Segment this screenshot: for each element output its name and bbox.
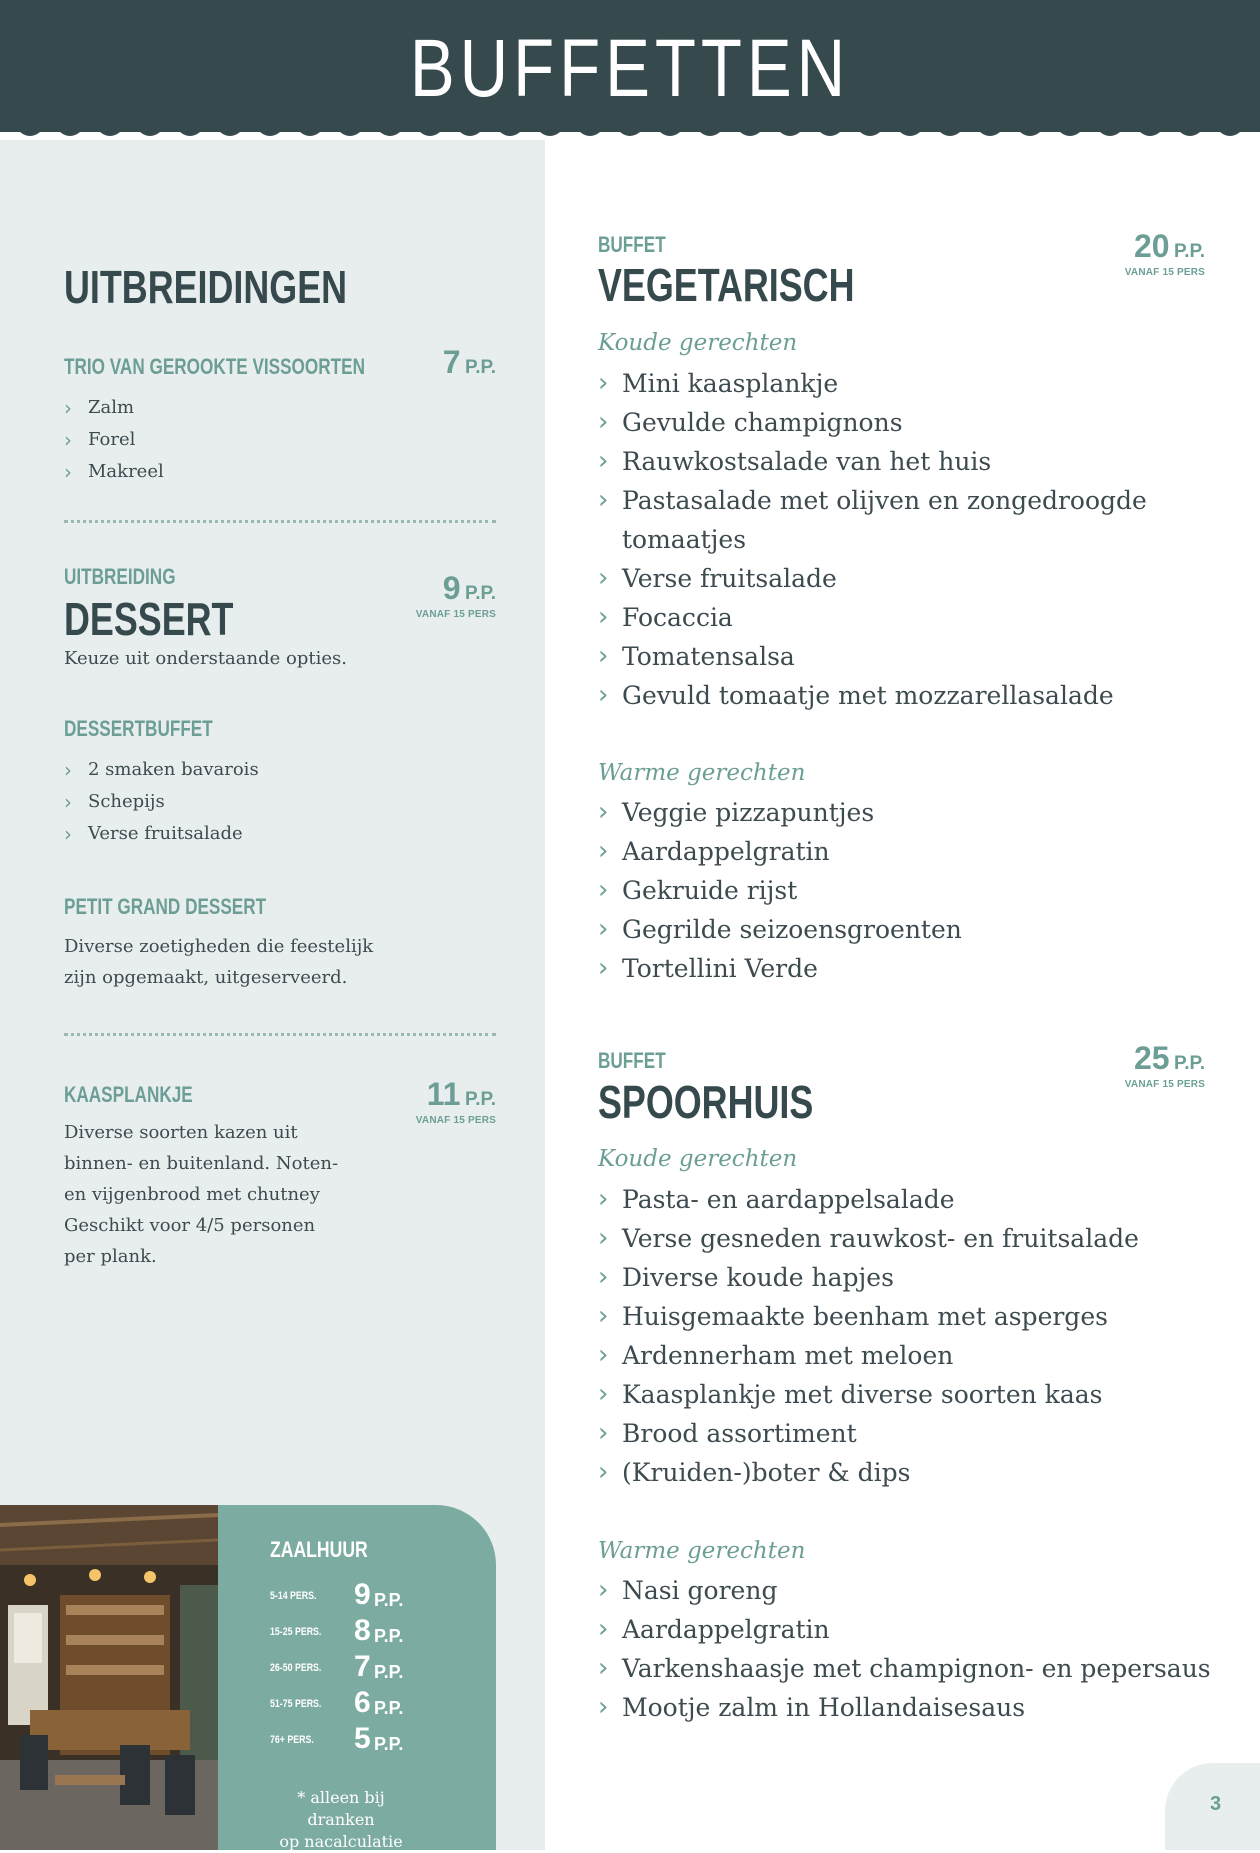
chevron-right-icon: › — [64, 396, 72, 420]
chevron-right-icon: › — [64, 428, 72, 452]
chevron-right-icon: › — [598, 1262, 609, 1292]
chevron-right-icon: › — [598, 602, 609, 632]
list-item: › Tomatensalsa — [598, 637, 1238, 676]
dessert-price: 9 P.P. VANAF 15 PERS — [415, 570, 496, 620]
spoor-cold-list — [598, 1180, 1238, 1492]
veg-cold-label: Koude gerechten — [598, 330, 798, 356]
dessertbuffet-list — [64, 754, 259, 850]
chevron-right-icon: › — [64, 758, 72, 782]
vegetarisch-heading: VEGETARISCH — [598, 259, 855, 311]
list-item: › Veggie pizzapuntjes — [598, 793, 1238, 832]
list-item: › Mootje zalm in Hollandaisesaus — [598, 1688, 1238, 1727]
chevron-right-icon: › — [598, 1575, 609, 1605]
chevron-right-icon: › — [598, 836, 609, 866]
chevron-right-icon: › — [598, 368, 609, 398]
chevron-right-icon: › — [598, 797, 609, 827]
spoor-cold-label: Koude gerechten — [598, 1146, 798, 1172]
list-item: › (Kruiden-)boter & dips — [598, 1453, 1238, 1492]
zaalhuur-row: 26-50 PERS. 7 P.P. — [270, 1650, 404, 1683]
vegetarisch-price: 20 P.P. VANAF 15 PERS — [1124, 228, 1205, 278]
right-column — [545, 140, 1260, 1850]
dessertbuffet-heading: DESSERTBUFFET — [64, 716, 213, 741]
chevron-right-icon: › — [598, 875, 609, 905]
list-item: › Gegrilde seizoensgroenten — [598, 910, 1238, 949]
spoorhuis-price: 25 P.P. VANAF 15 PERS — [1124, 1040, 1205, 1090]
zaalhuur-row: 51-75 PERS. 6 P.P. — [270, 1686, 404, 1719]
chevron-right-icon: › — [598, 1223, 609, 1253]
trio-heading: TRIO VAN GEROOKTE VISSOORTEN — [64, 354, 365, 379]
zaalhuur-row: 76+ PERS. 5 P.P. — [270, 1722, 404, 1755]
petit-text-line-1: Diverse zoetigheden die feestelijk — [64, 936, 374, 957]
chevron-right-icon: › — [598, 407, 609, 437]
list-item: › Pastasalade met olijven en zongedroogde tomaatjes — [598, 481, 1182, 559]
trio-list — [64, 392, 164, 488]
list-item: › Makreel — [64, 456, 164, 488]
kaas-line-3: en vijgenbrood met chutney — [64, 1184, 320, 1205]
dotted-divider — [64, 1033, 496, 1036]
chevron-right-icon: › — [598, 641, 609, 671]
veg-kicker: BUFFET — [598, 232, 666, 257]
list-item: › 2 smaken bavarois — [64, 754, 259, 786]
list-item: › Forel — [64, 424, 164, 456]
spoor-warm-label: Warme gerechten — [598, 1538, 806, 1564]
dessert-kicker: UITBREIDING — [64, 564, 176, 589]
zaalhuur-heading: ZAALHUUR — [270, 1537, 368, 1562]
trio-price: 7 P.P. — [442, 344, 496, 380]
list-item: › Varkenshaasje met champignon- en pepersaus — [598, 1649, 1238, 1688]
kaas-line-4: Geschikt voor 4/5 personen — [64, 1215, 316, 1236]
dessert-intro: Keuze uit onderstaande opties. — [64, 648, 347, 669]
list-item: › Zalm — [64, 392, 164, 424]
veg-cold-list — [598, 364, 1238, 715]
restaurant-interior-photo — [0, 1505, 218, 1850]
chevron-right-icon: › — [598, 1301, 609, 1331]
zaalhuur-note: * alleen bij dranken op nacalculatie — [279, 1788, 403, 1851]
list-item: › Pasta- en aardappelsalade — [598, 1180, 1238, 1219]
chevron-right-icon: › — [598, 1340, 609, 1370]
list-item: › Focaccia — [598, 598, 1238, 637]
list-item: › Diverse koude hapjes — [598, 1258, 1238, 1297]
chevron-right-icon: › — [64, 790, 72, 814]
list-item: › Verse fruitsalade — [598, 559, 1238, 598]
page-number: 3 — [1210, 1793, 1222, 1815]
zaalhuur-row: 5-14 PERS. 9 P.P. — [270, 1578, 404, 1611]
chevron-right-icon: › — [598, 1379, 609, 1409]
list-item: › Verse gesneden rauwkost- en fruitsalade — [598, 1219, 1238, 1258]
chevron-right-icon: › — [598, 953, 609, 983]
dotted-divider — [64, 520, 496, 523]
list-item: › Ardennerham met meloen — [598, 1336, 1238, 1375]
kaasplankje-heading: KAASPLANKJE — [64, 1082, 193, 1107]
list-item: › Verse fruitsalade — [64, 818, 259, 850]
list-item: › Mini kaasplankje — [598, 364, 1238, 403]
list-item: › Gevuld tomaatje met mozzarellasalade — [598, 676, 1238, 715]
chevron-right-icon: › — [598, 1184, 609, 1214]
petit-grand-dessert-heading: PETIT GRAND DESSERT — [64, 894, 267, 919]
list-item: › Tortellini Verde — [598, 949, 1238, 988]
spoor-warm-list — [598, 1571, 1238, 1727]
kaas-line-5: per plank. — [64, 1246, 157, 1267]
chevron-right-icon: › — [598, 446, 609, 476]
list-item: › Aardappelgratin — [598, 832, 1238, 871]
spoor-kicker: BUFFET — [598, 1048, 666, 1073]
chevron-right-icon: › — [64, 822, 72, 846]
chevron-right-icon: › — [598, 680, 609, 710]
list-item: › Rauwkostsalade van het huis — [598, 442, 1238, 481]
header-band — [0, 0, 1260, 132]
chevron-right-icon: › — [598, 914, 609, 944]
chevron-right-icon: › — [598, 563, 609, 593]
page-title: BUFFETTEN — [409, 23, 851, 114]
list-item: › Schepijs — [64, 786, 259, 818]
chevron-right-icon: › — [598, 1614, 609, 1644]
list-item: › Aardappelgratin — [598, 1610, 1238, 1649]
spoorhuis-heading: SPOORHUIS — [598, 1076, 814, 1128]
list-item: › Nasi goreng — [598, 1571, 1238, 1610]
zaalhuur-box — [218, 1505, 496, 1850]
chevron-right-icon: › — [598, 1418, 609, 1448]
uitbreidingen-heading: UITBREIDINGEN — [64, 261, 348, 313]
veg-warm-label: Warme gerechten — [598, 760, 806, 786]
zaalhuur-row: 15-25 PERS. 8 P.P. — [270, 1614, 404, 1647]
chevron-right-icon: › — [64, 460, 72, 484]
list-item: › Huisgemaakte beenham met asperges — [598, 1297, 1238, 1336]
list-item: › Brood assortiment — [598, 1414, 1238, 1453]
kaas-line-2: binnen- en buitenland. Noten- — [64, 1153, 339, 1174]
chevron-right-icon: › — [598, 1457, 609, 1487]
veg-warm-list — [598, 793, 1238, 988]
list-item: › Kaasplankje met diverse soorten kaas — [598, 1375, 1238, 1414]
page-number-tab — [1165, 1763, 1260, 1850]
dessert-heading: DESSERT — [64, 593, 234, 645]
list-item: › Gekruide rijst — [598, 871, 1238, 910]
chevron-right-icon: › — [598, 485, 609, 515]
chevron-right-icon: › — [598, 1692, 609, 1722]
chevron-right-icon: › — [598, 1653, 609, 1683]
kaasplankje-price: 11 P.P. VANAF 15 PERS — [415, 1076, 496, 1126]
list-item: › Gevulde champignons — [598, 403, 1238, 442]
kaas-line-1: Diverse soorten kazen uit — [64, 1122, 298, 1143]
petit-text-line-2: zijn opgemaakt, uitgeserveerd. — [64, 967, 348, 988]
